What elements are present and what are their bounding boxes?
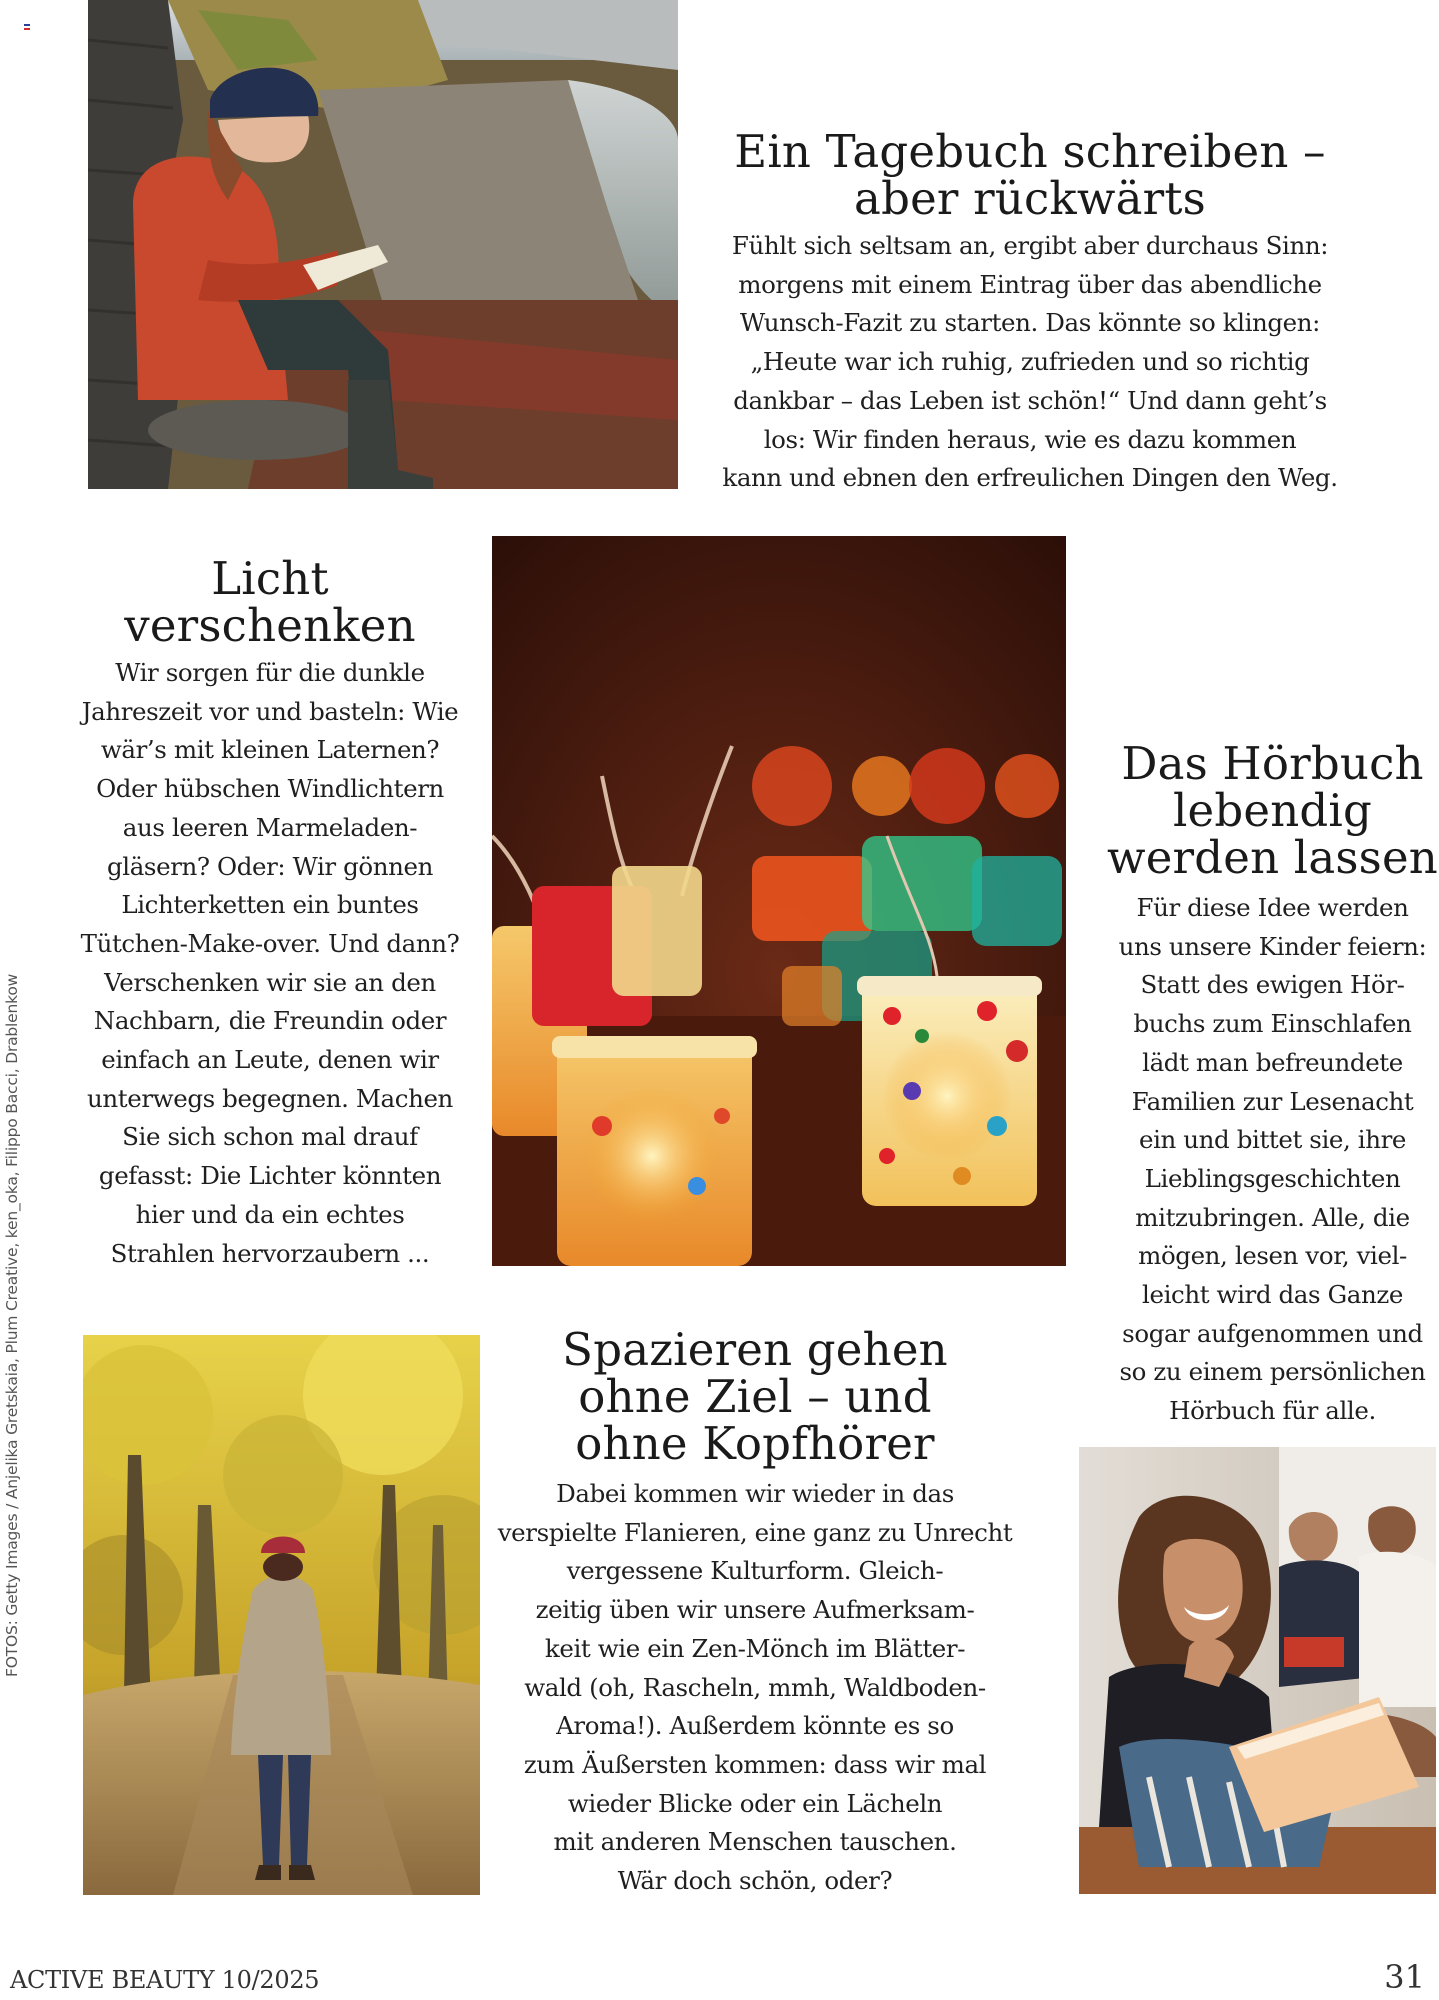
text-tagebuch	[690, 227, 1370, 498]
text-line: Dabei kommen wir wieder in das	[556, 1479, 954, 1508]
text-spazieren	[480, 1475, 1030, 1901]
text-line: ein und bittet sie, ihre	[1139, 1125, 1406, 1155]
text-line: Lieblingsgeschichten	[1144, 1163, 1401, 1193]
text-line: Für diese Idee werden	[1136, 893, 1409, 922]
text-line: dankbar – das Leben ist schön!“ Und dann geht’s	[733, 385, 1327, 415]
text-licht	[60, 654, 480, 1273]
heading-line: ohne Kopfhörer	[575, 1417, 935, 1470]
photo-girl-reading-book	[1079, 1447, 1436, 1894]
heading-line: verschenken	[124, 599, 416, 652]
text-line: „Heute war ich ruhig, zufrieden und so richtig	[750, 347, 1310, 377]
text-line: lädt man befreundete	[1142, 1047, 1403, 1077]
text-line: Aroma!). Außerdem könnte es so	[556, 1711, 954, 1741]
text-line: mitzubringen. Alle, die	[1135, 1202, 1410, 1232]
text-line: einfach an Leute, denen wir	[101, 1045, 439, 1075]
text-line: sogar aufgenommen und	[1122, 1318, 1423, 1348]
heading-licht	[60, 552, 480, 652]
text-line: Sie sich schon mal drauf	[122, 1122, 418, 1152]
text-line: los: Wir finden heraus, wie es dazu kommen	[763, 424, 1297, 454]
text-line: zeitig üben wir unsere Aufmerksam-	[535, 1595, 975, 1625]
text-line: Oder hübschen Windlichtern	[96, 774, 444, 804]
heading-line: ohne Ziel – und	[578, 1370, 932, 1423]
text-line: uns unsere Kinder feiern:	[1118, 931, 1427, 961]
text-line: hier und da ein echtes	[135, 1199, 405, 1229]
text-line: wieder Blicke oder ein Lächeln	[567, 1788, 943, 1818]
text-line: kann und ebnen den erfreulichen Dingen den Weg.	[722, 463, 1338, 493]
text-hoerbuch	[1090, 889, 1439, 1431]
text-line: buchs zum Einschlafen	[1133, 1009, 1412, 1039]
text-line: unterwegs begegnen. Machen	[87, 1083, 453, 1113]
text-line: Familien zur Lesenacht	[1131, 1086, 1414, 1116]
text-line: zum Äußersten kommen: dass wir mal	[523, 1749, 987, 1779]
heading-line: Spazieren gehen	[562, 1323, 948, 1376]
text-line: mit anderen Menschen tauschen.	[553, 1827, 957, 1857]
heading-tagebuch	[690, 125, 1370, 225]
heading-line: aber rückwärts	[854, 172, 1206, 225]
text-line: Tütchen-Make-over. Und dann?	[80, 928, 460, 958]
text-line: so zu einem persönlichen	[1119, 1357, 1426, 1387]
text-line: Fühlt sich seltsam an, ergibt aber durchaus Sinn:	[731, 231, 1329, 260]
text-line: Jahreszeit vor und basteln: Wie	[81, 696, 459, 726]
text-line: Wär doch schön, oder?	[617, 1866, 893, 1896]
text-line: leicht wird das Ganze	[1142, 1280, 1403, 1310]
text-line: mögen, lesen vor, viel-	[1138, 1241, 1407, 1271]
heading-spazieren	[480, 1323, 1030, 1470]
heading-line: Ein Tagebuch schreiben –	[734, 125, 1326, 178]
text-line: wär’s mit kleinen Laternen?	[100, 735, 440, 765]
heading-line: lebendig	[1172, 784, 1373, 837]
text-line: Wir sorgen für die dunkle	[115, 658, 425, 687]
heading-hoerbuch	[1090, 737, 1439, 884]
text-line: Strahlen hervorzaubern ...	[110, 1238, 430, 1268]
text-line: keit wie ein Zen-Mönch im Blätter-	[544, 1633, 966, 1663]
text-line: Statt des ewigen Hör-	[1140, 970, 1405, 1000]
photo-colorful-lanterns	[492, 536, 1066, 1266]
text-line: wald (oh, Rascheln, mmh, Waldboden-	[524, 1672, 986, 1702]
photo-woman-writing-by-lake	[88, 0, 678, 489]
text-line: gläsern? Oder: Wir gönnen	[107, 851, 433, 881]
text-line: vergessene Kulturform. Gleich-	[566, 1556, 944, 1586]
text-line: Hörbuch für alle.	[1169, 1396, 1376, 1426]
photo-woman-autumn-walk	[83, 1335, 480, 1895]
page-number: 31	[1384, 1958, 1425, 1996]
text-line: Wunsch-Fazit zu starten. Das könnte so klingen:	[739, 308, 1321, 338]
text-line: morgens mit einem Eintrag über das abendliche	[738, 269, 1322, 299]
text-line: Verschenken wir sie an den	[104, 967, 436, 997]
flag-icon	[24, 24, 30, 30]
text-line: Nachbarn, die Freundin oder	[93, 1006, 447, 1036]
text-line: verspielte Flanieren, eine ganz zu Unrecht	[497, 1517, 1013, 1547]
heading-line: Das Hörbuch	[1121, 737, 1424, 790]
text-line: gefasst: Die Lichter könnten	[98, 1161, 442, 1191]
text-line: Lichterketten ein buntes	[121, 890, 419, 920]
heading-line: Licht	[211, 552, 329, 605]
magazine-issue: ACTIVE BEAUTY 10/2025	[10, 1966, 320, 1994]
text-line: aus leeren Marmeladen-	[122, 812, 418, 842]
heading-line: werden lassen	[1106, 831, 1438, 884]
photo-credit: FOTOS: Getty Images / Anjelika Gretskaia, Plum Creative, ken_oka, Filippo Bacci, Drablenkow	[3, 973, 21, 1677]
